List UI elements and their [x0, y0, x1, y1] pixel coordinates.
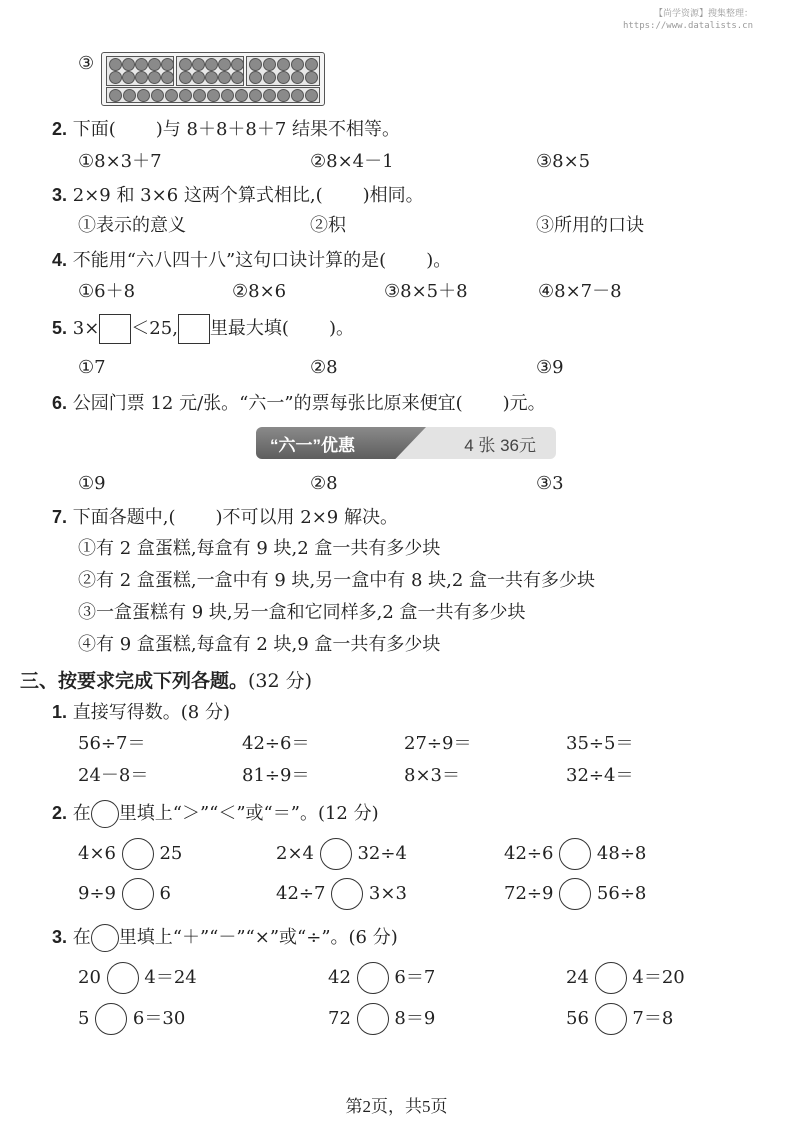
dot-group-4	[106, 87, 320, 103]
dot	[221, 89, 234, 102]
q6-option-1[interactable]: ①9	[78, 473, 106, 494]
dot	[109, 58, 122, 71]
q3-option-3[interactable]: ③所用的口诀	[536, 215, 644, 236]
operand-left: 56	[566, 1008, 589, 1029]
operator-circle[interactable]	[357, 1003, 389, 1035]
q7-number: 7.	[52, 507, 68, 527]
q5-option-3[interactable]: ③9	[536, 357, 564, 378]
compare-right: 3×3	[368, 883, 407, 904]
q5-box-2[interactable]	[178, 314, 210, 344]
q3-stem	[52, 183, 424, 208]
s3q3-number: 3.	[52, 927, 68, 947]
q3-text-b: )相同。	[362, 185, 424, 206]
operand-right: 6＝30	[132, 1008, 186, 1029]
q7-stem	[52, 505, 398, 530]
s3q2-stem	[52, 800, 379, 828]
q2-option-3[interactable]: ③8×5	[536, 151, 591, 172]
compare-r2-c1	[78, 878, 171, 910]
dot	[135, 58, 148, 71]
s3q3-stem-circle	[91, 924, 119, 952]
dot	[123, 89, 136, 102]
operand-left: 72	[328, 1008, 351, 1029]
operator-circle[interactable]	[107, 962, 139, 994]
q6-stem	[52, 391, 546, 416]
q2-number: 2.	[52, 119, 68, 139]
dot	[148, 58, 161, 71]
compare-r2-c2	[276, 878, 407, 910]
compare-r1-c2	[276, 838, 407, 870]
q7-option-4[interactable]: ④有 9 盒蛋糕,每盒有 2 块,9 盒一共有多少块	[78, 634, 441, 655]
q3-option-2[interactable]: ②积	[310, 215, 346, 236]
compare-circle[interactable]	[559, 878, 591, 910]
dot	[249, 89, 262, 102]
discount-banner-title: “六一”优惠	[270, 436, 355, 455]
dot	[231, 58, 244, 71]
s3q2-stem-circle	[91, 800, 119, 828]
operator-r2-c2	[328, 1003, 435, 1035]
compare-left: 2×4	[276, 843, 314, 864]
operand-right: 4＝20	[632, 967, 685, 988]
q2-option-2[interactable]: ②8×4－1	[310, 151, 394, 172]
dot	[151, 89, 164, 102]
compare-left: 42÷7	[276, 883, 326, 904]
q3-number: 3.	[52, 185, 68, 205]
dot	[161, 58, 174, 71]
q5-text-d: )。	[328, 318, 354, 339]
q5-option-1[interactable]: ①7	[78, 357, 106, 378]
dot	[231, 71, 244, 84]
q6-number: 6.	[52, 393, 68, 413]
s3q3-text-a: 在	[72, 927, 91, 948]
dot	[263, 89, 276, 102]
dot-group-2	[176, 56, 244, 86]
s3q3-stem	[52, 924, 398, 952]
dot	[109, 71, 122, 84]
q5-option-2[interactable]: ②8	[310, 357, 338, 378]
q5-stem	[52, 314, 354, 344]
compare-left: 9÷9	[78, 883, 116, 904]
dot	[249, 71, 262, 84]
q4-option-2[interactable]: ②8×6	[232, 281, 287, 302]
q6-text-a: 公园门票 12 元/张。“六一”的票每张比原来便宜(	[72, 393, 463, 414]
operator-r2-c3	[566, 1003, 673, 1035]
dot	[165, 89, 178, 102]
operand-left: 24	[566, 967, 589, 988]
operand-left: 42	[328, 967, 351, 988]
dot	[305, 89, 318, 102]
q1-option3-label[interactable]: ③	[78, 53, 95, 74]
q4-option-4[interactable]: ④8×7－8	[538, 281, 622, 302]
s3q2-text-b: 里填上“＞”“＜”或“＝”。(12 分)	[118, 803, 379, 824]
compare-circle[interactable]	[559, 838, 591, 870]
compare-right: 56÷8	[596, 883, 647, 904]
compare-circle[interactable]	[320, 838, 352, 870]
dots-figure	[101, 52, 325, 106]
operand-right: 8＝9	[394, 1008, 436, 1029]
watermark-line2: https://www.datalists.cn	[622, 21, 753, 31]
calc-r1-c4[interactable]: 35÷5＝	[566, 733, 634, 754]
dot	[193, 89, 206, 102]
compare-right: 32÷4	[357, 843, 407, 864]
q5-text-a: 3×	[72, 318, 100, 339]
watermark	[623, 8, 753, 32]
dot	[179, 89, 192, 102]
q4-text-a: 不能用“六八四十八”这句口诀计算的是(	[72, 250, 387, 271]
q4-stem	[52, 248, 451, 273]
dot-group-3	[246, 56, 320, 86]
operator-r1-c1	[78, 962, 197, 994]
calc-r1-c1[interactable]: 56÷7＝	[78, 733, 146, 754]
compare-circle[interactable]	[331, 878, 363, 910]
dot-group-1	[106, 56, 174, 86]
operand-right: 6＝7	[394, 967, 436, 988]
dot	[277, 58, 290, 71]
dot	[218, 58, 231, 71]
s3q2-text-a: 在	[72, 803, 91, 824]
operator-circle[interactable]	[357, 962, 389, 994]
q2-text-a: 下面(	[72, 119, 116, 140]
compare-circle[interactable]	[122, 838, 154, 870]
operand-left: 5	[78, 1008, 90, 1029]
section-3-title: 三、按要求完成下列各题。	[20, 671, 249, 692]
compare-circle[interactable]	[122, 878, 154, 910]
s3q1-text: 直接写得数。(8 分)	[72, 702, 230, 723]
operator-circle[interactable]	[95, 1003, 127, 1035]
dot	[207, 89, 220, 102]
dot	[291, 58, 304, 71]
dot	[263, 58, 276, 71]
dot	[291, 71, 304, 84]
compare-left: 4×6	[78, 843, 116, 864]
q4-text-b: )。	[426, 250, 452, 271]
operator-r1-c3	[566, 962, 685, 994]
dot	[263, 71, 276, 84]
compare-left: 42÷6	[504, 843, 554, 864]
dot	[205, 71, 218, 84]
q6-text-b: )元。	[502, 393, 546, 414]
q7-option-2[interactable]: ②有 2 盒蛋糕,一盒中有 9 块,另一盒中有 8 块,2 盒一共有多少块	[78, 570, 596, 591]
q7-option-3[interactable]: ③一盒蛋糕有 9 块,另一盒和它同样多,2 盒一共有多少块	[78, 602, 526, 623]
q6-option-2[interactable]: ②8	[310, 473, 338, 494]
dot	[148, 71, 161, 84]
compare-r2-c3	[504, 878, 646, 910]
calc-r2-c4[interactable]: 32÷4＝	[566, 765, 634, 786]
page-footer: 第2页，共5页	[345, 1097, 448, 1116]
dot	[179, 58, 192, 71]
dot	[277, 89, 290, 102]
compare-right: 48÷8	[596, 843, 647, 864]
dot	[192, 71, 205, 84]
dot	[305, 71, 318, 84]
dot	[109, 89, 122, 102]
operand-left: 20	[78, 967, 101, 988]
dot	[305, 58, 318, 71]
q5-text-b: ＜25,	[131, 318, 178, 339]
q4-number: 4.	[52, 250, 68, 270]
calc-r2-c3[interactable]: 8×3＝	[404, 765, 460, 786]
s3q1-stem	[52, 700, 230, 725]
q6-option-3[interactable]: ③3	[536, 473, 564, 494]
compare-right: 6	[159, 883, 171, 904]
q5-box-1[interactable]	[99, 314, 131, 344]
s3q3-text-b: 里填上“＋”“－”“×”或“÷”。(6 分)	[118, 927, 398, 948]
calc-r2-c1[interactable]: 24－8＝	[78, 765, 149, 786]
q3-text-a: 2×9 和 3×6 这两个算式相比,(	[72, 185, 323, 206]
s3q1-number: 1.	[52, 702, 68, 722]
dot	[249, 58, 262, 71]
operator-circle[interactable]	[595, 962, 627, 994]
q4-option-1[interactable]: ①6＋8	[78, 281, 136, 302]
compare-r1-c1	[78, 838, 182, 870]
calc-r2-c2[interactable]: 81÷9＝	[242, 765, 310, 786]
dot	[205, 58, 218, 71]
q2-stem	[52, 117, 400, 142]
operand-right: 7＝8	[632, 1008, 674, 1029]
watermark-line1: 【尚学资源】搜集整理：	[653, 9, 753, 19]
dot	[137, 89, 150, 102]
calc-r1-c2[interactable]: 42÷6＝	[242, 733, 310, 754]
operator-r1-c2	[328, 962, 435, 994]
dot	[135, 71, 148, 84]
q5-number: 5.	[52, 318, 68, 338]
dot	[291, 89, 304, 102]
discount-banner-price: 4 张 36元	[464, 436, 536, 455]
compare-left: 72÷9	[504, 883, 554, 904]
s3q2-number: 2.	[52, 803, 68, 823]
q7-option-1[interactable]: ①有 2 盒蛋糕,每盒有 9 块,2 盒一共有多少块	[78, 538, 441, 559]
section-3-heading	[20, 666, 312, 693]
operator-r2-c1	[78, 1003, 185, 1035]
discount-banner	[256, 427, 556, 459]
dot	[179, 71, 192, 84]
dot	[277, 71, 290, 84]
q3-option-1[interactable]: ①表示的意义	[78, 215, 186, 236]
dot	[122, 71, 135, 84]
dot	[192, 58, 205, 71]
q2-option-1[interactable]: ①8×3＋7	[78, 151, 162, 172]
section-3-points: (32 分)	[248, 670, 313, 692]
operand-right: 4＝24	[144, 967, 197, 988]
q7-text-a: 下面各题中,(	[72, 507, 176, 528]
q4-option-3[interactable]: ③8×5＋8	[384, 281, 468, 302]
dot	[235, 89, 248, 102]
dot	[161, 71, 174, 84]
compare-right: 25	[159, 843, 183, 864]
q2-text-b: )与 8＋8＋8＋7 结果不相等。	[155, 119, 401, 140]
calc-r1-c3[interactable]: 27÷9＝	[404, 733, 472, 754]
operator-circle[interactable]	[595, 1003, 627, 1035]
dot	[122, 58, 135, 71]
dot	[218, 71, 231, 84]
compare-r1-c3	[504, 838, 646, 870]
q5-text-c: 里最大填(	[209, 318, 289, 339]
q7-text-b: )不可以用 2×9 解决。	[215, 507, 398, 528]
